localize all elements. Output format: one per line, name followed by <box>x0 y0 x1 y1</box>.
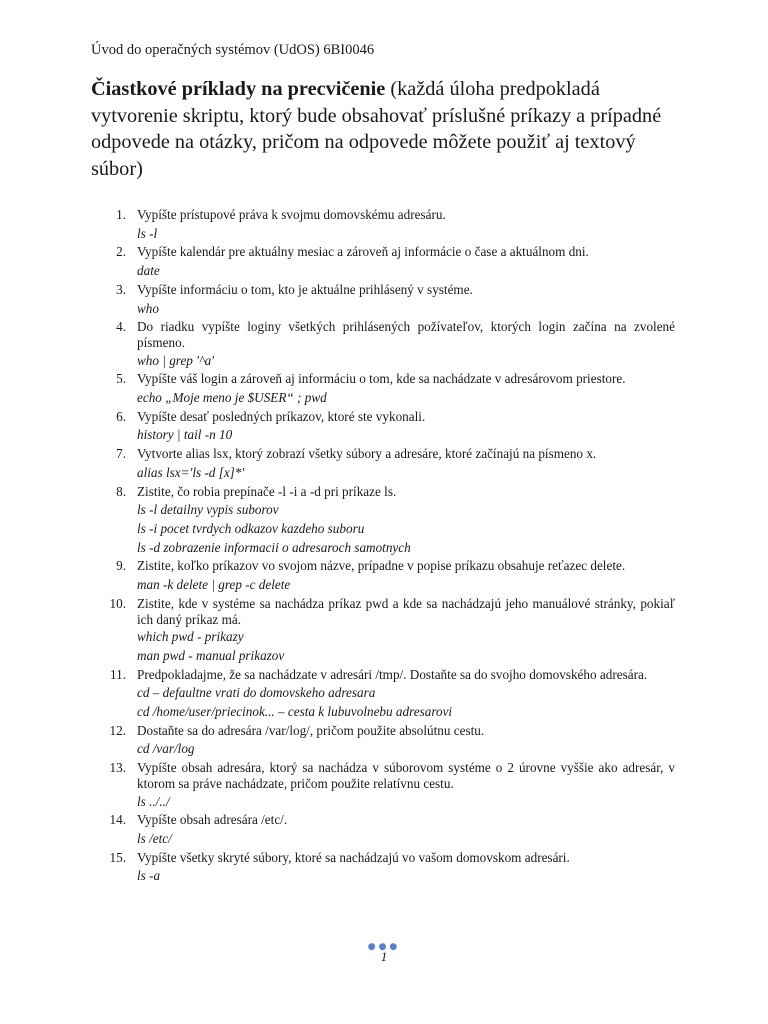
task-body <box>137 408 675 445</box>
task-answer: which pwd - prikazy <box>137 629 244 645</box>
task-number: 5. <box>116 371 126 387</box>
task-answer: who | grep '^a' <box>137 352 214 368</box>
task-body <box>137 759 675 811</box>
task-item <box>0 281 768 318</box>
task-answer: man -k delete | grep -c delete <box>137 577 291 593</box>
task-text: Vypíšte prístupové práva k svojmu domovskému adresáru. <box>137 207 446 222</box>
task-number: 12. <box>109 722 126 738</box>
task-item <box>0 483 768 558</box>
page-footer <box>0 944 768 964</box>
task-body <box>137 595 675 666</box>
task-text: Zistite, čo robia prepínače -l -i a -d pri príkaze ls. <box>137 483 397 499</box>
task-body <box>137 445 675 482</box>
task-item <box>0 811 768 848</box>
task-answer: who <box>137 300 159 316</box>
task-item <box>0 243 768 280</box>
task-item <box>0 557 768 594</box>
task-text: Dostaňte sa do adresára /var/log/, pričom použite absolútnu cestu. <box>137 722 485 738</box>
task-item <box>0 370 768 407</box>
task-answer: man pwd - manual prikazov <box>137 647 285 663</box>
task-number: 1. <box>116 207 126 222</box>
task-text: Zistite, koľko príkazov vo svojom názve, prípadne v popise príkazu obsahuje reťazec delete. <box>137 558 626 574</box>
task-item <box>0 849 768 886</box>
course-header: Úvod do operačných systémov (UdOS) 6BI0046 <box>91 42 375 58</box>
task-answer: alias lsx='ls -d [x]*' <box>137 464 245 480</box>
task-answer: date <box>137 263 160 279</box>
task-number: 3. <box>116 281 126 297</box>
task-answer: echo „Moje meno je $USER“ ; pwd <box>137 390 327 406</box>
page-dots-icon: ●●● <box>367 942 401 952</box>
task-number: 6. <box>116 408 126 424</box>
task-body <box>137 370 675 407</box>
task-body <box>137 318 675 370</box>
task-text: Predpokladajme, že sa nachádzate v adresári /tmp/. Dostaňte sa do svojho domovského adresára. <box>137 666 648 682</box>
task-item <box>0 318 768 370</box>
task-number: 13. <box>109 760 126 776</box>
task-answer: cd – defaultne vrati do domovskeho adresara <box>137 685 376 701</box>
task-number: 11. <box>110 666 126 682</box>
task-body <box>137 243 675 280</box>
task-number: 15. <box>109 849 126 865</box>
task-text: Vypíšte obsah adresára, ktorý sa nachádza v súborovom systéme o 2 úrovne vyššie ako adresár, v ktorom sa práve nachádzate, pričom použite relatívnu cestu. <box>137 760 675 792</box>
task-body <box>137 811 675 848</box>
task-answer: cd /home/user/priecinok... – cesta k lubuvolnebu adresarovi <box>137 703 453 719</box>
task-item <box>0 206 768 243</box>
task-item <box>0 445 768 482</box>
task-item <box>0 595 768 666</box>
task-text: Vypíšte informáciu o tom, kto je aktuálne prihlásený v systéme. <box>137 281 473 297</box>
task-number: 8. <box>116 483 126 499</box>
task-number: 7. <box>116 446 126 462</box>
task-body <box>137 206 675 243</box>
task-number: 2. <box>116 244 126 260</box>
task-text: Vypíšte obsah adresára /etc/. <box>137 812 288 828</box>
task-body <box>137 849 675 886</box>
task-answer: ls -a <box>137 868 161 884</box>
task-item <box>0 666 768 722</box>
page-heading <box>91 76 681 182</box>
task-answer: ls -l detailny vypis suborov <box>137 502 279 518</box>
task-text: Vypíšte desať posledných príkazov, ktoré ste vykonali. <box>137 408 426 424</box>
task-number: 4. <box>116 319 126 335</box>
task-number: 9. <box>116 558 126 574</box>
task-answer: ls -d zobrazenie informacii o adresaroch samotnych <box>137 539 411 555</box>
task-text: Vypíšte kalendár pre aktuálny mesiac a zároveň aj informácie o čase a aktuálnom dni. <box>137 244 589 260</box>
heading-title: Čiastkové príklady na precvičenie <box>91 78 386 100</box>
task-answer: ls -i pocet tvrdych odkazov kazdeho suboru <box>137 520 365 536</box>
task-text: Zistite, kde v systéme sa nachádza príkaz pwd a kde sa nachádzajú jeho manuálové stránky, pokiaľ ich daný príkaz má. <box>137 595 675 627</box>
task-body <box>137 281 675 318</box>
task-number: 14. <box>109 812 126 828</box>
task-body <box>137 666 675 722</box>
task-text: Vytvorte alias lsx, ktorý zobrazí všetky súbory a adresáre, ktoré začínajú na písmeno x. <box>137 446 597 462</box>
task-answer: ls ../../ <box>137 793 170 809</box>
task-body <box>137 557 675 594</box>
task-body <box>137 483 675 558</box>
task-answer: ls /etc/ <box>137 830 172 846</box>
task-body <box>137 722 675 759</box>
task-text: Do riadku vypíšte loginy všetkých prihlásených požívateľov, ktorých login začína na zvolené písmeno. <box>137 319 675 351</box>
task-item <box>0 759 768 811</box>
page-number: 1 <box>380 949 388 964</box>
task-answer: cd /var/log <box>137 741 195 757</box>
task-answer: history | tail -n 10 <box>137 427 233 443</box>
task-item <box>0 722 768 759</box>
task-list <box>0 206 768 886</box>
task-number: 10. <box>109 595 126 611</box>
heading-description: (každá úloha predpokladá vytvorenie skriptu, ktorý bude obsahovať príslušné príkazy a prípadné odpovede na otázky, pričom na odpovede môžete použiť aj textový súbor) <box>91 78 662 180</box>
task-answer: ls -l <box>137 225 158 241</box>
task-text: Vypíšte všetky skryté súbory, ktoré sa nachádzajú vo vašom domovskom adresári. <box>137 849 570 865</box>
task-item <box>0 408 768 445</box>
task-text: Vypíšte váš login a zároveň aj informáciu o tom, kde sa nachádzate v adresárovom priestore. <box>137 371 626 387</box>
